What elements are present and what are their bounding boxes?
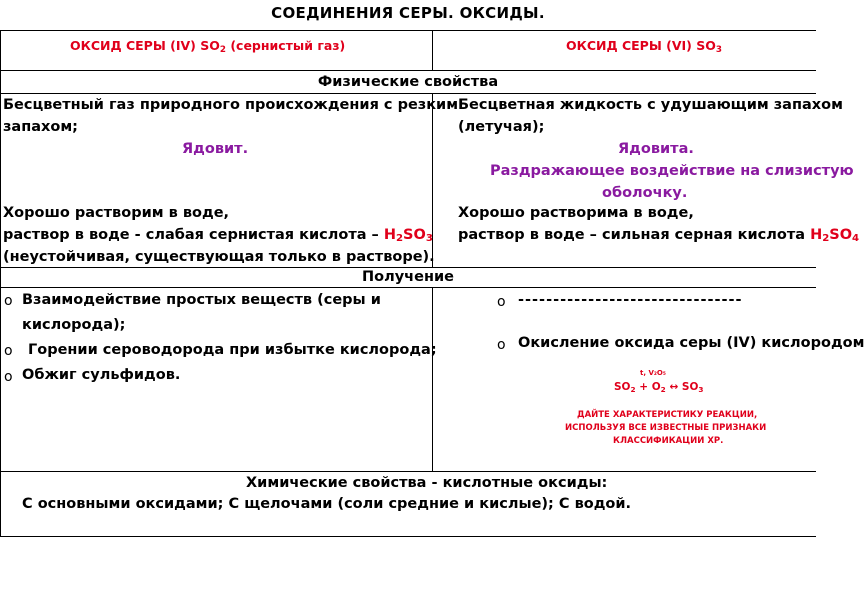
header-so2: ОКСИД СЕРЫ (IV) $SO_2$ (сернистый газ) [70, 38, 346, 55]
so3-obtain-oxidation: Окисление оксида серы (IV) кислородом [518, 335, 864, 351]
sulfuric-acid-formula: $H_2SO_4$ [810, 227, 860, 244]
so2-phys-line1: Бесцветный газ природного происхождения с резким [3, 97, 459, 113]
chemical-heading: Химические свойства - кислотные оксиды: [246, 475, 608, 491]
physical-heading: Физические свойства [317, 74, 499, 90]
sulfurous-acid-formula: $H_2SO_3$ [383, 227, 433, 244]
so2-obtain-1b: кислорода); [22, 317, 126, 333]
header-so3: ОКСИД СЕРЫ (VI) $SO_3$ [566, 38, 722, 55]
bullet-icon: o [4, 293, 13, 309]
task-line-3: КЛАССИФИКАЦИИ ХР. [613, 436, 724, 446]
header-row-border [0, 70, 816, 71]
so3-obtain-none: -------------------------------- [518, 292, 743, 308]
table-bottom-border [0, 536, 816, 537]
task-line-1: ДАЙТЕ ХАРАКТЕРИСТИКУ РЕАКЦИИ, [577, 410, 758, 420]
so2-solubility-3: (неустойчивая, существующая только в растворе). [3, 249, 435, 265]
so3-irritant-1: Раздражающее воздействие на слизистую [490, 163, 854, 179]
so3-toxic: Ядовита. [618, 141, 694, 157]
so2-phys-line2: запахом; [3, 119, 78, 135]
obtaining-border-top [0, 267, 816, 268]
obtaining-heading: Получение [362, 269, 454, 285]
obtaining-heading-border [0, 287, 816, 288]
bullet-icon: o [497, 337, 506, 353]
table-top-border [0, 30, 816, 31]
so2-obtain-1a: Взаимодействие простых веществ (серы и [22, 292, 381, 308]
column-divider-obtaining [432, 287, 433, 471]
so3-irritant-2: оболочку. [602, 185, 688, 201]
page-title: СОЕДИНЕНИЯ СЕРЫ. ОКСИДЫ. [271, 4, 545, 22]
so3-solubility-1: Хорошо растворима в воде, [458, 205, 694, 221]
so3-phys-line1: Бесцветная жидкость с удушающим запахом [458, 97, 843, 113]
so2-toxic: Ядовит. [182, 141, 249, 157]
so3-solubility-2: раствор в воде – сильная серная кислота $H_2SO_4$ [458, 227, 860, 244]
chemical-text: С основными оксидами; С щелочами (соли средние и кислые); С водой. [22, 496, 632, 512]
bullet-icon: o [4, 343, 13, 359]
task-line-2: ИСПОЛЬЗУЯ ВСЕ ИЗВЕСТНЫЕ ПРИЗНАКИ [565, 423, 767, 433]
so2-obtain-3: Обжиг сульфидов. [22, 367, 181, 383]
bullet-icon: o [4, 369, 13, 385]
column-divider-header [432, 30, 433, 70]
so2-obtain-2: Горении сероводорода при избытке кислорода; [28, 342, 437, 358]
bullet-icon: o [497, 294, 506, 310]
so2-solubility-1: Хорошо растворим в воде, [3, 205, 230, 221]
chemical-border-top [0, 471, 816, 472]
physical-heading-border [0, 93, 816, 94]
reaction-equation: $SO_2 + O_2$ ↔ $SO_3$ [614, 381, 704, 394]
so2-solubility-2: раствор в воде - слабая сернистая кислота – $H_2SO_3$ [3, 227, 433, 244]
reaction-conditions: t, V₂O₅ [640, 369, 666, 377]
so3-phys-line2: (летучая); [458, 119, 545, 135]
